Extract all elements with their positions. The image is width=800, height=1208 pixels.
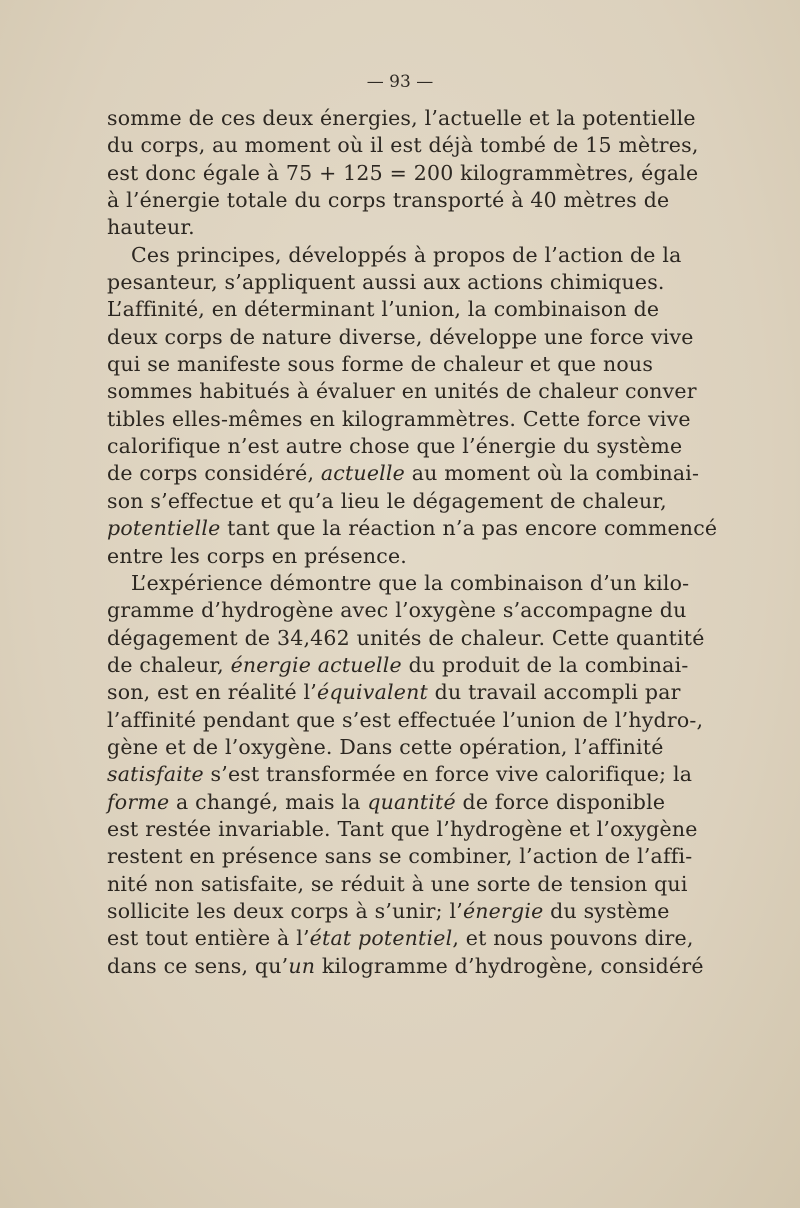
text-line [107, 488, 667, 515]
text-line [107, 679, 681, 706]
italic-phrase: actuelle [320, 461, 405, 486]
text-run: du travail accompli par [427, 680, 681, 705]
text-run: du système [543, 898, 670, 923]
text-run: dégagement de 34,462 unités de chaleur. Cette quantité [107, 625, 705, 650]
text-line [107, 898, 670, 925]
text-line [107, 707, 704, 734]
text-line [107, 816, 698, 843]
text-line [107, 925, 694, 952]
text-run: est tout entière à l’ [107, 926, 310, 951]
text-run: tant que la réaction n’a pas encore commencé [220, 516, 718, 541]
text-run: est donc égale à 75 + 125 = 200 kilogrammètres, égale [107, 160, 699, 185]
text-line [107, 570, 690, 597]
text-run: deux corps de nature diverse, développe une force vive [107, 324, 694, 349]
text-line [107, 269, 665, 296]
italic-phrase: état potentiel [309, 926, 453, 951]
text-line [107, 105, 696, 132]
text-run: dans ce sens, qu’ [107, 953, 289, 978]
italic-phrase: potentielle [107, 516, 221, 541]
text-run: son s’effectue et qu’a lieu le dégagement de chaleur, [107, 488, 667, 513]
page-number: — 93 — [366, 72, 434, 92]
italic-phrase: un [288, 953, 316, 978]
text-run: du corps, au moment où il est déjà tombé de 15 mètres, [107, 133, 699, 158]
text-line [107, 378, 697, 405]
text-run: de force disponible [455, 789, 666, 814]
text-run: L’expérience démontre que la combinaison d’un kilo- [131, 570, 690, 595]
italic-phrase: énergie actuelle [230, 652, 402, 677]
text-run: pesanteur, s’appliquent aussi aux actions chimiques. [107, 270, 665, 295]
body-text [107, 105, 718, 980]
text-run: est restée invariable. Tant que l’hydrogène et l’oxygène [107, 816, 698, 841]
text-run: Ces principes, développés à propos de l’action de la [131, 242, 682, 267]
text-line [107, 953, 704, 980]
text-run: , et nous pouvons dire, [452, 926, 694, 951]
text-run: sollicite les deux corps à s’unir; l’ [107, 898, 463, 923]
text-run: somme de ces deux énergies, l’actuelle et la potentielle [107, 106, 696, 130]
text-line [107, 351, 654, 378]
text-line [107, 406, 691, 433]
text-run: nité non satisfaite, se réduit à une sorte de tension qui [107, 871, 688, 896]
text-run: hauteur. [107, 215, 195, 240]
text-line [107, 843, 693, 870]
text-run: s’est transformée en force vive calorifique; la [203, 762, 693, 787]
text-line [107, 433, 683, 460]
text-run: entre les corps en présence. [107, 543, 408, 568]
text-line [107, 543, 641, 570]
text-line [107, 625, 705, 652]
italic-phrase: satisfaite [107, 762, 204, 787]
text-line [107, 460, 700, 487]
text-line [107, 324, 694, 351]
text-run: sommes habitués à évaluer en unités de chaleur conver [107, 379, 697, 404]
text-run: gramme d’hydrogène avec l’oxygène s’accompagne du [107, 598, 687, 623]
text-run: restent en présence sans se combiner, l’action de l’affi- [107, 844, 693, 869]
text-run: du produit de la combinai- [401, 652, 689, 677]
italic-phrase: énergie [462, 898, 544, 923]
text-run: gène et de l’oxygène. Dans cette opération, l’affinité [107, 734, 664, 759]
text-line [107, 242, 682, 269]
text-run: calorifique n’est autre chose que l’énergie du système [107, 434, 683, 459]
text-run: de chaleur, [107, 652, 231, 677]
italic-phrase: quantité [367, 789, 456, 814]
text-run: son, est en réalité l’ [107, 680, 317, 705]
text-run: a changé, mais la [169, 789, 368, 814]
text-line [107, 789, 666, 816]
text-run: kilogramme d’hydrogène, considéré [315, 953, 704, 978]
text-line [107, 214, 641, 241]
text-line [107, 515, 718, 542]
text-run: à l’énergie totale du corps transporté à 40 mètres de [107, 188, 670, 213]
text-line [107, 734, 664, 761]
text-run: de corps considéré, [107, 461, 321, 486]
text-run: l’affinité pendant que s’est effectuée l’union de l’hydro-, [107, 707, 704, 732]
text-line [107, 132, 699, 159]
italic-phrase: équivalent [316, 680, 428, 705]
text-line [107, 652, 689, 679]
text-run: L’affinité, en déterminant l’union, la combinaison de [107, 297, 660, 322]
text-run: au moment où la combinai- [405, 461, 700, 486]
text-line [107, 187, 670, 214]
text-line [107, 160, 699, 187]
italic-phrase: forme [107, 789, 170, 814]
text-line [107, 761, 693, 788]
text-line [107, 597, 687, 624]
text-run: tibles elles-mêmes en kilogrammètres. Cette force vive [107, 406, 691, 431]
text-run: qui se manifeste sous forme de chaleur et que nous [107, 352, 654, 377]
text-line [107, 296, 660, 323]
text-line [107, 871, 688, 898]
